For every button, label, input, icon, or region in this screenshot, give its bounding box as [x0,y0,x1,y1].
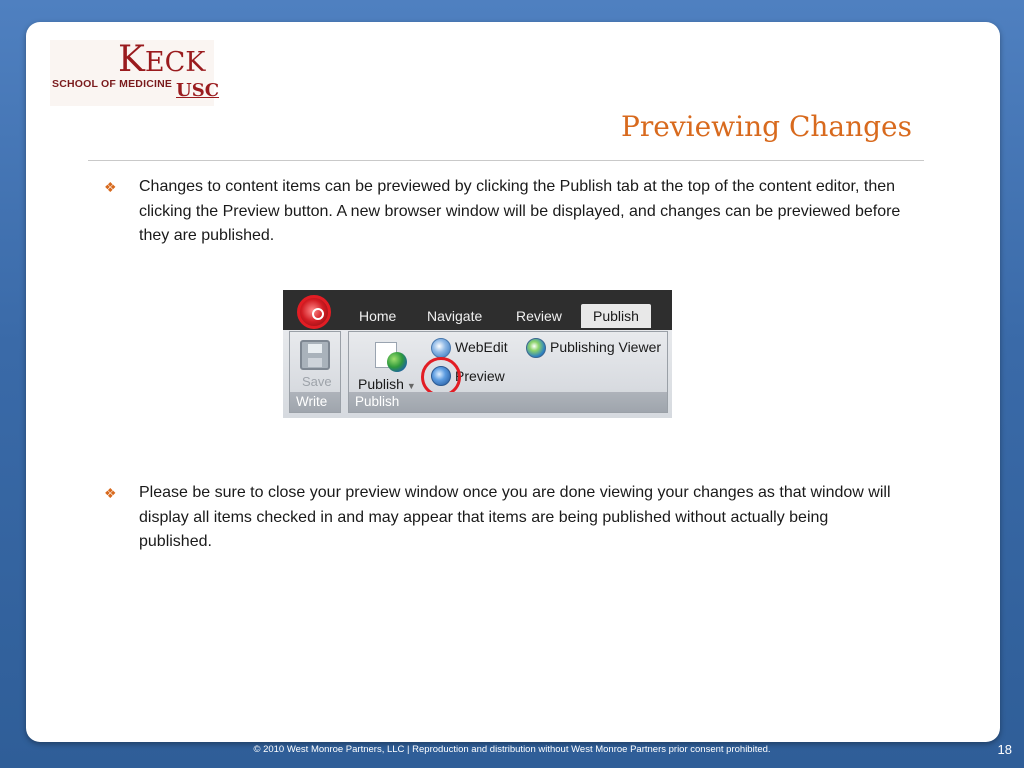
webedit-icon [431,338,451,358]
publish-globe-icon [387,352,407,372]
publish-label: Publish ▼ [358,376,416,392]
bullet-diamond-icon: ❖ [104,179,117,195]
tab-navigate: Navigate [427,308,483,324]
publish-group [348,331,668,413]
title-divider [88,160,924,161]
bullet-item [104,175,904,249]
bullet-text: Changes to content items can be previewed by clicking the Publish tab at the top of the content editor, then clicking the Preview button. A new browser window will be displayed, and changes can be previewed before they are published. [139,178,901,244]
preview-label: Preview [455,368,505,384]
office-orb-icon [297,295,331,329]
bullet-item [104,481,904,555]
footer-copyright: © 2010 West Monroe Partners, LLC | Reproduction and distribution without West Monroe Partners prior consent prohibited. [253,744,771,755]
write-group [289,331,341,413]
webedit-label: WebEdit [455,339,508,355]
page-title: Previewing Changes [621,110,912,143]
publish-group-label: Publish [349,392,667,412]
bullet-text: Please be sure to close your preview window once you are done viewing your changes as that window will display all items checked in and may appear that items are being published without actually being published. [139,484,891,550]
tab-review: Review [516,308,562,324]
ribbon-panel [283,330,672,418]
save-icon [300,340,330,370]
bullet-diamond-icon: ❖ [104,485,117,501]
write-group-label: Write [290,392,340,412]
logo-school-of-medicine: SCHOOL OF MEDICINE [52,78,173,90]
ribbon-screenshot [283,290,672,418]
page-number: 18 [997,742,1012,757]
publishing-viewer-icon [526,338,546,358]
publishing-viewer-label: Publishing Viewer [550,339,662,355]
tab-publish: Publish [581,304,651,328]
save-label: Save [302,374,332,389]
preview-highlight-circle [421,357,461,397]
keck-logo [50,39,220,106]
logo-keck-wordmark: KECK [118,39,206,80]
logo-usc: USC [176,80,220,101]
tab-home: Home [359,308,397,324]
